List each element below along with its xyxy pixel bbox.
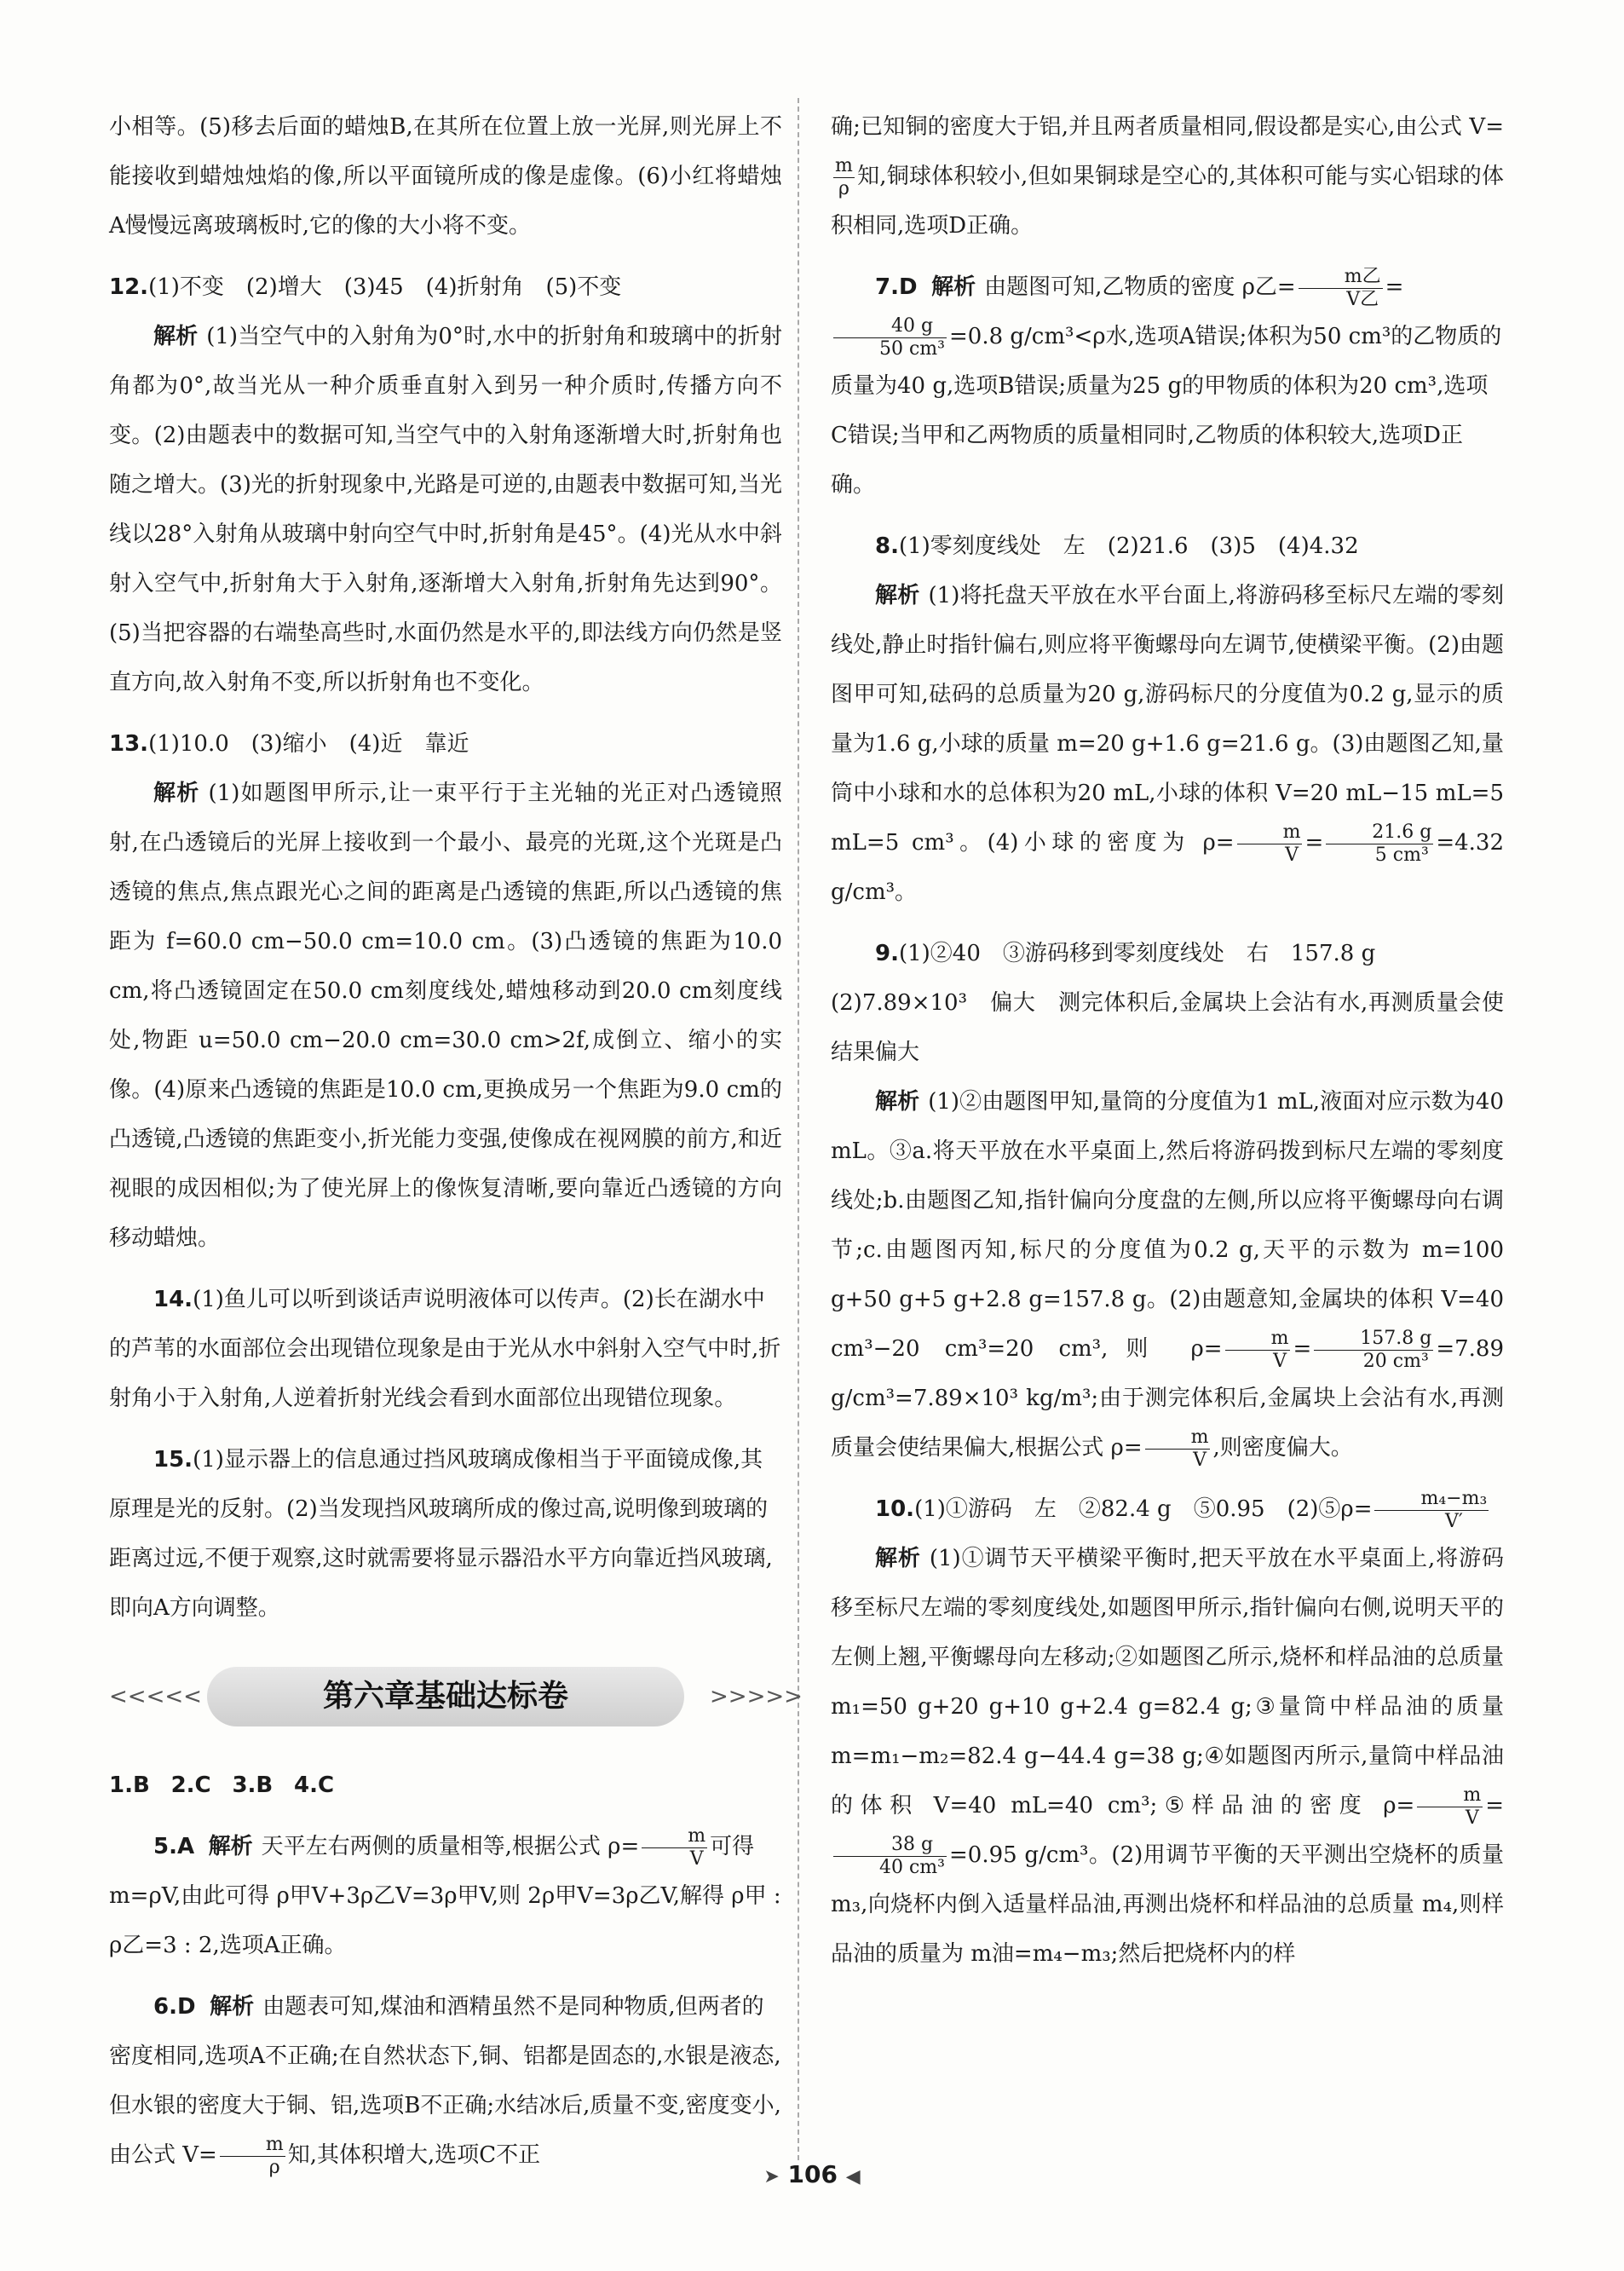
- q7-answer: 7.D 解析 由题图可知,乙物质的密度 ρ乙= $\frac{\text{m乙}}{\text{V乙}}$ = $\frac{40 g}{\text{50 cm³}}$ =0.8 g/cm³<ρ水,选项A错误;体积为50 cm³的乙物质的质量为40 g,选项B错误;质量为25 g的甲物质的体积为20 cm³,选项C错误;当甲和乙两物质的质量相同时,乙物质的体积较大,选项D正确。: [831, 265, 1502, 498]
- q15-answer: 15.(1)显示器上的信息通过挡风玻璃成像相当于平面镜成像,其原理是光的反射。(2)当发现挡风玻璃所成的像过高,说明像到玻璃的距离过远,不便于观察,这时就需要将显示器沿水平方向靠近挡风玻璃,即向A方向调整。: [109, 1447, 773, 1621]
- analysis-tag: 解析: [153, 324, 199, 349]
- page-footer: [0, 2160, 1624, 2188]
- fraction: $\frac{40 g}{\text{50 cm³}}$: [833, 315, 947, 360]
- right-column: [831, 102, 1504, 1979]
- fraction: $\frac{\text{m₄−m₃}}{V'}$: [1374, 1488, 1489, 1533]
- q6-answer: 6.D 解析 由题表可知,煤油和酒精虽然不是同种物质,但两者的密度相同,选项A不正确;在自然状态下,铜、铝都是固态的,水银是液态,但水银的密度大于铜、铝,选项B不正确;水结冰后,质量不变,密度变小,由公式 V= $\frac{m}{\rho}$ 知,其体积增大,选项C不正: [109, 1994, 781, 2178]
- q8-answer: 8.(1)零刻度线处 左 (2)21.6 (3)5 (4)4.32: [875, 533, 1359, 559]
- paragraph-q11-end: 小相等。(5)移去后面的蜡烛B,在其所在位置上放一光屏,则光屏上不能接收到蜡烛烛焰的像,所以平面镜所成的像是虚像。(6)小红将蜡烛A慢慢远离玻璃板时,它的像的大小将不变。: [109, 114, 782, 239]
- footer-arrow-icon: ◀: [845, 2166, 861, 2187]
- section-title: 第六章基础达标卷: [207, 1667, 684, 1726]
- q10-analysis: 解析 (1)①调节天平横梁平衡时,把天平放在水平桌面上,将游码移至标尺左端的零刻度线处,如题图甲所示,指针偏向右侧,说明天平的左侧上翘,平衡螺母向左移动;②如题图乙所示,烧杯和样品油的总质量 m₁=50 g+20 g+10 g+2.4 g=82.4 g;③量筒中样品油的质量 m=m₁−m₂=82.4 g−44.4 g=38 g;④如题图丙所示,量筒中样品油的体积 V=40 mL=40 cm³;⑤样品油的密度 ρ= $\frac{m}{V}$ = $\frac{38 g}{\text{40 cm³}}$ =0.95 g/cm³。(2)用调节平衡的天平测出空烧杯的质量 m₃,向烧杯内倒入适量样品油,再测出烧杯和样品油的总质量 m₄,则样品油的质量为 m油=m₄−m₃;然后把烧杯内的样: [831, 1546, 1504, 1967]
- fraction: $\frac{38 g}{\text{40 cm³}}$: [833, 1834, 947, 1879]
- q6-continued: 确;已知铜的密度大于铝,并且两者质量相同,假设都是实心,由公式 V= $\frac{m}{\rho}$ 知,铜球体积较小,但如果铜球是空心的,其体积可能与实心铝球的体积相同,选项D正确。: [831, 114, 1504, 239]
- fraction: $\frac{157.8 g}{\text{20 cm³}}$: [1314, 1328, 1433, 1373]
- q13-answer: 13.(1)10.0 (3)缩小 (4)近 靠近: [109, 731, 469, 757]
- q5-answer: 5.A 解析 天平左右两侧的质量相等,根据公式 ρ= $\frac{m}{V}$ 可得 m=ρV,由此可得 ρ甲V+3ρ乙V=3ρ甲V,则 2ρ甲V=3ρ乙V,解得 ρ甲 : ρ乙=3 : 2,选项A正确。: [109, 1824, 781, 1958]
- q13-analysis: 解析 (1)如题图甲所示,让一束平行于主光轴的光正对凸透镜照射,在凸透镜后的光屏上接收到一个最小、最亮的光斑,这个光斑是凸透镜的焦点,焦点跟光心之间的距离是凸透镜的焦距,所以凸透镜的焦距为 f=60.0 cm−50.0 cm=10.0 cm。(3)凸透镜的焦距为10.0 cm,将凸透镜固定在50.0 cm刻度线处,蜡烛移动到20.0 cm刻度线处,物距 u=50.0 cm−20.0 cm=30.0 cm>2f,成倒立、缩小的实像。(4)原来凸透镜的焦距是10.0 cm,更换成另一个焦距为9.0 cm的凸透镜,凸透镜的焦距变小,折光能力变强,使像成在视网膜的前方,和近视眼的成因相似;为了使光屏上的像恢复清晰,要向靠近凸透镜的方向移动蜡烛。: [109, 781, 782, 1251]
- left-column: [109, 102, 803, 2180]
- q9-answer: 9.(1)②40 ③游码移到零刻度线处 右 157.8 g: [875, 941, 1376, 966]
- banner-right-arrows: >>>>>: [710, 1684, 803, 1709]
- mc-answers-1-4: 1.B 2.C 3.B 4.C: [109, 1772, 335, 1798]
- fraction: $\frac{m}{V}$: [1417, 1784, 1483, 1830]
- fraction: $\frac{\text{m乙}}{\text{V乙}}$: [1299, 266, 1383, 311]
- fraction: $\frac{m}{V}$: [1237, 821, 1303, 867]
- fraction: $\frac{21.6 g}{\text{5 cm³}}$: [1326, 821, 1433, 867]
- q12-analysis: 解析 (1)当空气中的入射角为0°时,水中的折射角和玻璃中的折射角都为0°,故当光从一种介质垂直射入到另一种介质时,传播方向不变。(2)由题表中的数据可知,当空气中的入射角逐渐增大时,折射角也随之增大。(3)光的折射现象中,光路是可逆的,由题表中数据可知,当光线以28°入射角从玻璃中射向空气中时,折射角是45°。(4)光从水中斜射入空气中,折射角大于入射角,逐渐增大入射角,折射角先达到90°。(5)当把容器的右端垫高些时,水面仍然是水平的,即法线方向仍然是竖直方向,故入射角不变,所以折射角也不变化。: [109, 324, 782, 695]
- fraction: $\frac{m}{V}$: [1225, 1328, 1291, 1373]
- column-divider: [798, 98, 799, 2160]
- fraction: $\frac{m}{V}$: [1145, 1427, 1211, 1472]
- page-number: 106: [787, 2160, 838, 2188]
- q8-analysis: 解析 (1)将托盘天平放在水平台面上,将游码移至标尺左端的零刻线处,静止时指针偏右,则应将平衡螺母向左调节,使横梁平衡。(2)由题图甲可知,砝码的总质量为20 g,游码标尺的分度值为0.2 g,显示的质量为1.6 g,小球的质量 m=20 g+1.6 g=21.6 g。(3)由题图乙知,量筒中小球和水的总体积为20 mL,小球的体积 V=20 mL−15 mL=5 mL=5 cm³。(4)小球的密度为 ρ= $\frac{m}{V}$ = $\frac{21.6 g}{\text{5 cm³}}$ =4.32 g/cm³。: [831, 583, 1504, 905]
- q12-answer: 12.(1)不变 (2)增大 (3)45 (4)折射角 (5)不变: [109, 274, 622, 300]
- q9-analysis: 解析 (1)②由题图甲知,量筒的分度值为1 mL,液面对应示数为40 mL。③a.将天平放在水平桌面上,然后将游码拨到标尺左端的零刻度线处;b.由题图乙知,指针偏向分度盘的左侧,所以应将平衡螺母向右调节;c.由题图丙知,标尺的分度值为0.2 g,天平的示数为 m=100 g+50 g+5 g+2.8 g=157.8 g。(2)由题意知,金属块的体积 V=40 cm³−20 cm³=20 cm³,则 ρ= $\frac{m}{V}$ = $\frac{157.8 g}{\text{20 cm³}}$ =7.89 g/cm³=7.89×10³ kg/m³;由于测完体积后,金属块上会沾有水,再测质量会使结果偏大,根据公式 ρ= $\frac{m}{V}$ ,则密度偏大。: [831, 1089, 1504, 1471]
- footer-arrow-icon: ➤: [763, 2166, 780, 2187]
- section-banner: [109, 1667, 803, 1735]
- fraction: $\frac{m}{V}$: [642, 1825, 707, 1870]
- analysis-tag: 解析: [153, 781, 200, 806]
- banner-left-arrows: <<<<<: [109, 1684, 202, 1709]
- q10-answer: 10.(1)①游码 左 ②82.4 g ⑤0.95 (2)⑤ρ= $\frac{\text{m₄−m₃}}{V'}$: [875, 1487, 1488, 1532]
- fraction: $\frac{m}{\rho}$: [835, 154, 853, 199]
- fraction: $\frac{m}{\rho}$: [220, 2134, 285, 2179]
- q9-answer-2: (2)7.89×10³ 偏大 测完体积后,金属块上会沾有水,再测质量会使结果偏大: [831, 990, 1504, 1065]
- q14-answer: 14.(1)鱼儿可以听到谈话声说明液体可以传声。(2)长在湖水中的芦苇的水面部位会出现错位现象是由于光从水中斜射入空气中时,折射角小于入射角,人逆着折射光线会看到水面部位出现错位现象。: [109, 1287, 781, 1411]
